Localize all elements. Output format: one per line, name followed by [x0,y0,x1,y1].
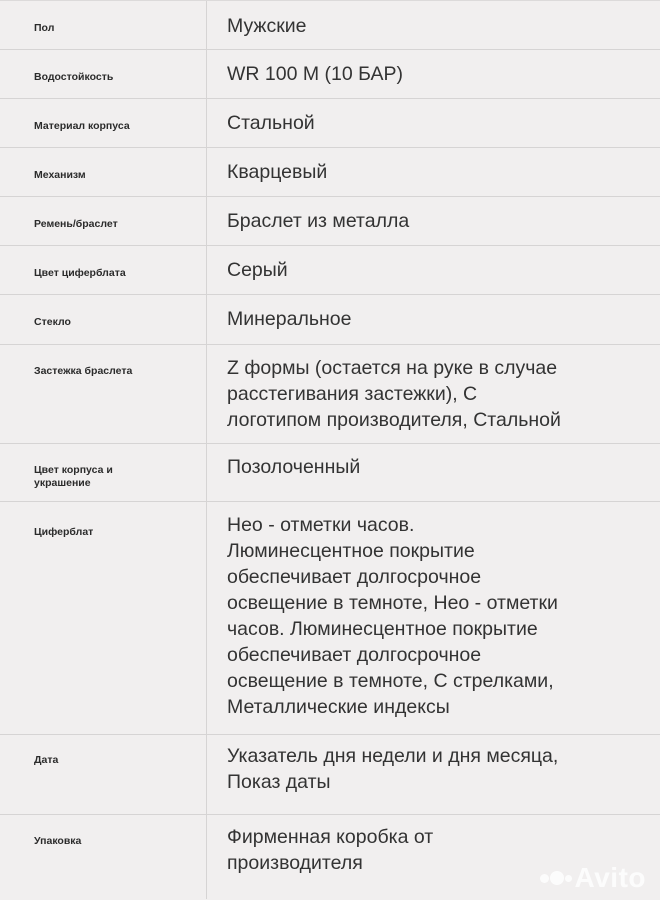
avito-logo-icon [540,871,573,885]
spec-value: Кварцевый [206,148,660,196]
spec-label: Материал корпуса [34,120,130,132]
spec-value: Мужские [206,1,660,49]
spec-row-dial-color [0,245,660,294]
watermark-text: Avito [574,862,646,893]
spec-label: Циферблат [34,526,94,538]
avito-watermark [540,862,646,894]
spec-label: Механизм [34,169,86,181]
spec-row-water-resistance [0,49,660,98]
spec-row-movement [0,147,660,196]
spec-label: Дата [34,754,59,766]
spec-value: Позолоченный [206,444,660,501]
spec-row-date [0,734,660,814]
spec-value: Стальной [206,99,660,147]
spec-label: Ремень/браслет [34,218,118,230]
spec-value: Серый [206,246,660,294]
spec-row-gender [0,0,660,49]
spec-value: Браслет из металла [206,197,660,245]
spec-value: Минеральное [206,295,660,344]
spec-row-glass [0,294,660,344]
spec-label: Пол [34,22,55,34]
spec-value: Фирменная коробка от производителя [206,815,660,899]
spec-row-case-material [0,98,660,147]
spec-row-dial [0,501,660,734]
spec-value: WR 100 M (10 БАР) [206,50,660,98]
spec-label: Стекло [34,316,71,328]
spec-row-case-color [0,443,660,501]
spec-value: Z формы (остается на руке в случае расстегивания застежки), С логотипом производителя, Стальной [206,345,660,443]
spec-label: Упаковка [34,835,82,847]
spec-label: Водостойкость [34,71,114,83]
spec-value: Нео - отметки часов. Люминесцентное покрытие обеспечивает долгосрочное освещение в темноте, Нео - отметки часов. Люминесцентное покрытие обеспечивает долгосрочное освещение в темноте, С стрелками, Металлические индексы [206,502,660,734]
spec-row-strap [0,196,660,245]
spec-label: Цвет циферблата [34,267,126,279]
spec-label: Застежка браслета [34,365,133,377]
spec-row-clasp [0,344,660,443]
spec-value: Указатель дня недели и дня месяца, Показ даты [206,735,660,814]
spec-label: Цвет корпуса и украшение [34,464,113,489]
